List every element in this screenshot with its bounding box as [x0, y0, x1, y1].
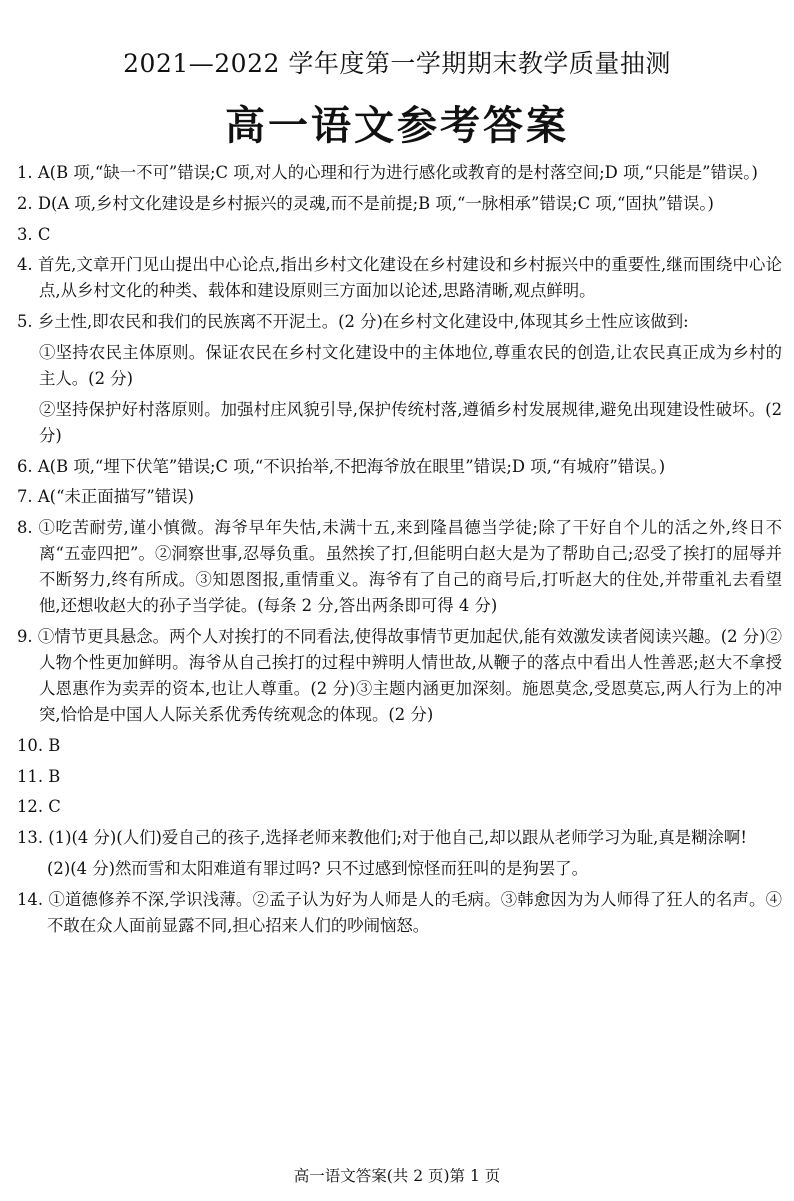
answer-item-6: 6. A(B 项,“埋下伏笔”错误;C 项,“不识抬举,不把海爷放在眼里”错误;D 项,“有城府”错误。)	[17, 456, 666, 476]
answer-item-10: 10. B	[17, 735, 61, 755]
answer-item-5: 5. 乡土性,即农民和我们的民族离不开泥土。(2 分)在乡村文化建设中,体现其乡土性应该做到:	[17, 312, 689, 332]
answer-item-5-point-1: ①坚持农民主体原则。保证农民在乡村文化建设中的主体地位,尊重农民的创造,让农民真正成为乡村的主人。(2 分)	[39, 342, 782, 388]
answer-item-2: 2. D(A 项,乡村文化建设是乡村振兴的灵魂,而不是前提;B 项,“一脉相承”错误;C 项,“固执”错误。)	[17, 193, 714, 213]
answer-item-14: 14. ①道德修养不深,学识浅薄。②孟子认为好为人师是人的毛病。③韩愈因为为人师得了狂人的名声。④不敢在众人面前显露不同,担心招来人们的吵闹恼怒。	[17, 889, 782, 935]
answer-item-9: 9. ①情节更具悬念。两个人对挨打的不同看法,使得故事情节更加起伏,能有效激发读者阅读兴趣。(2 分)②人物个性更加鲜明。海爷从自己挨打的过程中辨明人情世故,从鞭子的落点中看出人性善恶;赵大不拿授人恩惠作为卖弄的资本,也让人尊重。(2 分)③主题内涵更加深刻。施恩莫念,受恩莫忘,两人行为上的冲突,恰恰是中国人人际关系优秀传统观念的体现。(2 分)	[17, 626, 782, 724]
answer-item-13-part-2: (2)(4 分)然而雪和太阳难道有罪过吗? 只不过感到惊怪而狂叫的是狗罢了。	[47, 858, 588, 878]
answer-item-4: 4. 首先,文章开门见山提出中心论点,指出乡村文化建设在乡村建设和乡村振兴中的重要性,继而围绕中心论点,从乡村文化的种类、载体和建设原则三方面加以论述,思路清晰,观点鲜明。	[17, 255, 782, 301]
answer-item-11: 11. B	[17, 766, 61, 786]
page-footer: 高一语文答案(共 2 页)第 1 页	[293, 1167, 501, 1185]
exam-subtitle: 2021—2022 学年度第一学期期末教学质量抽测	[123, 49, 671, 78]
answer-item-7: 7. A(“未正面描写”错误)	[17, 487, 194, 507]
page-title: 高一语文参考答案	[225, 103, 569, 149]
answer-item-13: 13. (1)(4 分)(人们)爱自己的孩子,选择老师来教他们;对于他自己,却以跟从老师学习为耻,真是糊涂啊!	[17, 828, 747, 848]
answer-list	[17, 160, 782, 944]
answer-item-1: 1. A(B 项,“缺一不可”错误;C 项,对人的心理和行为进行感化或教育的是村落空间;D 项,“只能是”错误。)	[17, 163, 758, 182]
answer-item-12: 12. C	[17, 797, 61, 817]
answer-item-5-point-2: ②坚持保护好村落原则。加强村庄风貌引导,保护传统村落,遵循乡村发展规律,避免出现建设性破坏。(2 分)	[39, 399, 782, 445]
answer-item-3: 3. C	[17, 224, 51, 244]
answer-item-8: 8. ①吃苦耐劳,谨小慎微。海爷早年失怙,未满十五,来到隆昌德当学徒;除了干好自个儿的活之外,终日不离“五壶四把”。②洞察世事,忍辱负重。虽然挨了打,但能明白赵大是为了帮助自己;忍受了挨打的屈辱并不断努力,终有所成。③知恩图报,重情重义。海爷有了自己的商号后,打听赵大的住处,并带重礼去看望他,还想收赵大的孙子当学徒。(每条 2 分,答出两条即可得 4 分)	[17, 518, 782, 616]
